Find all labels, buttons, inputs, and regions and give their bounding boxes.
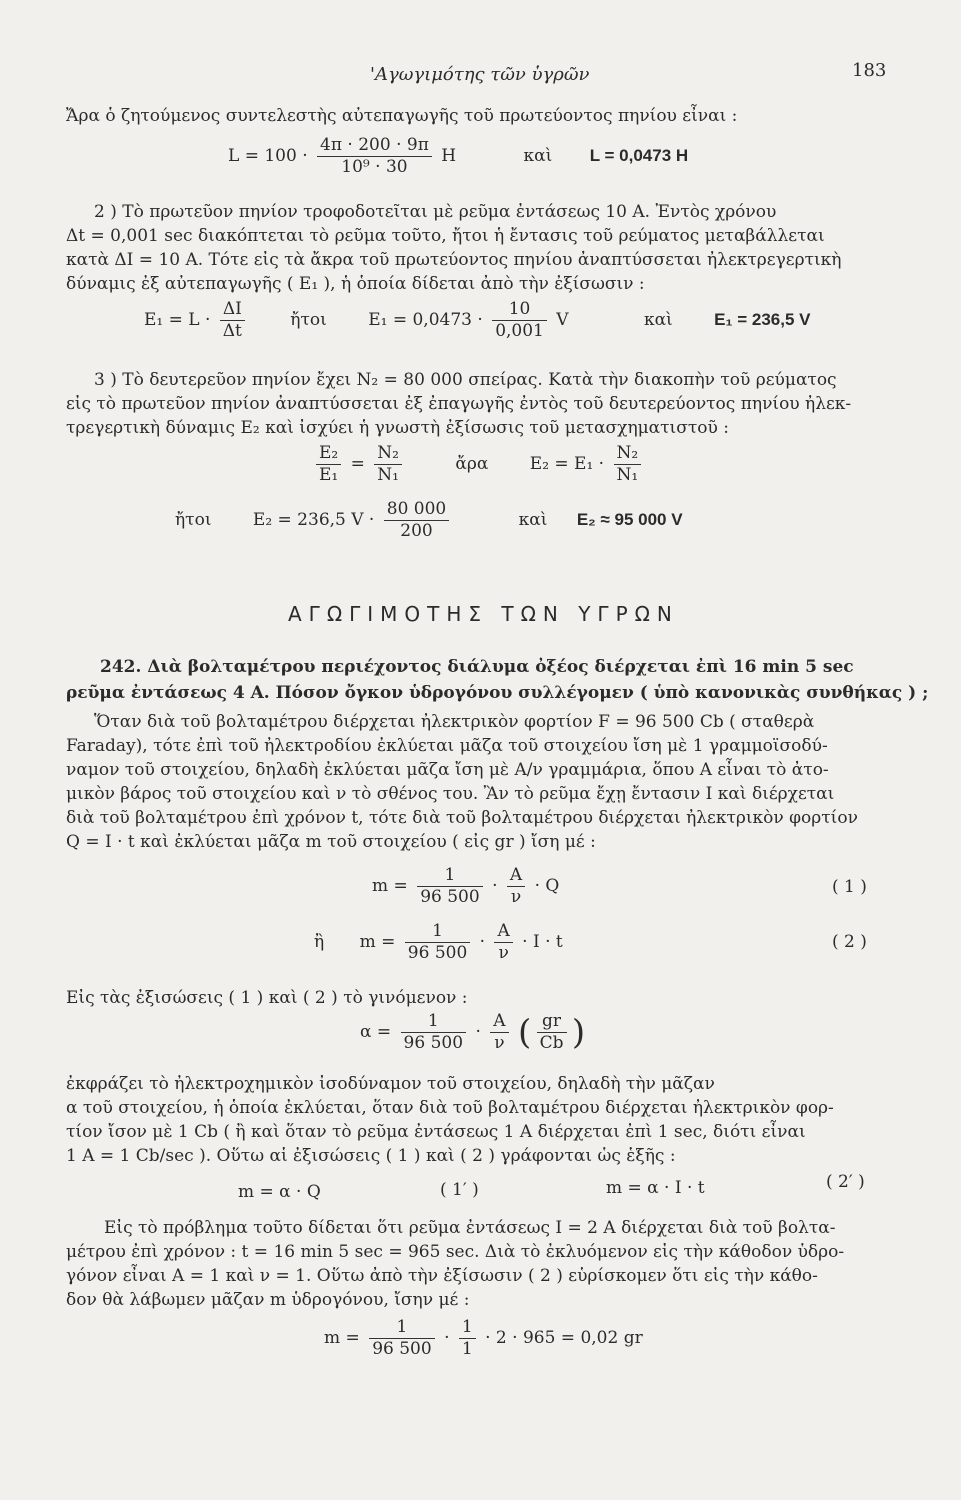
numerator: 1	[405, 922, 470, 943]
eq-left: m =	[372, 876, 408, 896]
text-line: α τοῦ στοιχείου, ἡ ὁποία ἐκλύεται, ὅταν διὰ τοῦ βολταμέτρου διέρχεται ἠλεκτρικὸν φορ-	[66, 1098, 834, 1118]
text-line: ναμον τοῦ στοιχείου, δηλαδὴ ἐκλύεται μᾶζα ἴση μὲ A/ν γραμμάρια, ὅπου A εἶναι τὸ ἀτο-	[66, 760, 829, 780]
eq-and: καὶ	[643, 310, 673, 330]
text-line: τίον ἴσον μὲ 1 Cb ( ἢ καὶ ὅταν τὸ ρεῦμα ἐντάσεως 1 A διέρχεται ἐπὶ 1 sec, διότι εἶναι	[66, 1122, 806, 1142]
section3-paragraph	[66, 368, 896, 440]
numerator: 1	[369, 1318, 434, 1339]
equation-1-prime-label: ( 1′ )	[440, 1180, 479, 1200]
text-line: δον θὰ λάβωμεν μᾶζαν m ὑδρογόνου, ἴσην μέ :	[66, 1290, 470, 1310]
text-line: Ὅταν διὰ τοῦ βολταμέτρου διέρχεται ἠλεκτρικὸν φορτίον F = 96 500 Cb ( σταθερὰ	[94, 712, 815, 732]
eq-dot: ·	[475, 1022, 481, 1042]
equation-2-prime: m = α · I · t	[606, 1178, 705, 1198]
paren-open: (	[517, 1012, 532, 1053]
denominator: 200	[400, 521, 433, 541]
transformer-equation	[312, 444, 645, 485]
text-line: 1 A = 1 Cb/sec ). Οὕτω αἱ ἐξισώσεις ( 1 ) καὶ ( 2 ) γράφονται ὡς ἑξῆς :	[66, 1146, 676, 1166]
eq-left: L = 100 ·	[228, 146, 308, 166]
fraction	[537, 1012, 567, 1053]
text-line: 242. Διὰ βολταμέτρου περιέχοντος διάλυμα ὀξέος διέρχεται ἐπὶ 16 min 5 sec	[100, 657, 854, 677]
text-line: δύναμις ἐξ αὐτεπαγωγῆς ( E₁ ), ἡ ὁποία δίδεται ἀπὸ τὴν ἐξίσωσιν :	[66, 274, 645, 294]
denominator: N₁	[616, 465, 639, 485]
text-line: Εἰς τὸ πρόβλημα τοῦτο δίδεται ὅτι ρεῦμα ἐντάσεως I = 2 A διέρχεται διὰ τοῦ βολτα-	[104, 1218, 836, 1238]
section-heading: ΑΓΩΓΙΜΟΤΗΣ ΤΩΝ ΥΓΡΩΝ	[288, 602, 679, 626]
eq-left: m =	[359, 932, 396, 952]
denominator: 96 500	[420, 887, 480, 907]
denominator: Cb	[539, 1033, 564, 1053]
numerator: A	[494, 922, 512, 943]
denominator: ν	[498, 943, 509, 963]
text-line: τρεγερτικὴ δύναμις E₂ καὶ ἰσχύει ἡ γνωστὴ ἐξίσωσις τοῦ μετασχηματιστοῦ :	[66, 418, 729, 438]
numerator: 80 000	[384, 500, 449, 521]
denominator: E₁	[319, 465, 339, 485]
denominator: 96 500	[372, 1339, 432, 1359]
numerator: 10	[492, 300, 547, 321]
text-line: Faraday), τότε ἐπὶ τοῦ ἠλεκτροδίου ἐκλύεται μᾶζα τοῦ στοιχείου ἴση μὲ 1 γραμμοϊσοδύ-	[66, 736, 828, 756]
numerator: 1	[459, 1318, 476, 1339]
text-line: Δt = 0,001 sec διακόπτεται τὸ ρεῦμα τοῦτο, ἤτοι ἡ ἔντασις τοῦ ρεύματος μεταβάλλεται	[66, 226, 825, 246]
running-header-title: 'Αγωγιμότης τῶν ὑγρῶν	[370, 64, 590, 85]
numerator: ΔI	[220, 300, 245, 321]
numerator: N₂	[614, 444, 642, 465]
text-line-part: ἐκφράζει τὸ ἠλεκτροχημικὸν ἰσοδύναμον τοῦ στοιχείου, δηλαδὴ τὴν μᾶζαν	[66, 1074, 715, 1094]
text-line	[66, 1072, 896, 1096]
eq-unit: H	[441, 146, 457, 166]
text-line: κατὰ ΔI = 10 A. Τότε εἰς τὰ ἄκρα τοῦ πρωτεύοντος πηνίου ἀναπτύσσεται ἠλεκτρεγερτικὴ	[66, 250, 842, 270]
equation-1-prime: m = α · Q	[238, 1182, 321, 1202]
text-line: 3 ) Τὸ δευτερεῦον πηνίον ἔχει N₂ = 80 000 σπείρας. Κατὰ τὴν διακοπὴν τοῦ ρεύματος	[94, 370, 837, 390]
eq-or: ἢ	[314, 932, 325, 952]
eq-tail: · 2 · 965 = 0,02 gr	[485, 1328, 643, 1348]
eq-dot: ·	[444, 1328, 450, 1348]
fraction	[316, 444, 341, 485]
eq-htoi: ἤτοι	[175, 510, 212, 530]
numerator: A	[507, 866, 525, 887]
eq-dot: ·	[492, 876, 498, 896]
text-line: μέτρου ἐπὶ χρόνον : t = 16 min 5 sec = 965 sec. Διὰ τὸ ἐκλυόμενον εἰς τὴν κάθοδον ὑδρο-	[66, 1242, 845, 1262]
equation-2	[314, 922, 563, 963]
eq-tail: · Q	[534, 876, 560, 896]
section2-equation	[144, 300, 811, 341]
numerator: 1	[401, 1012, 466, 1033]
eq-tail: · I · t	[522, 932, 563, 952]
section2-paragraph	[66, 200, 896, 296]
text-line: ρεῦμα ἐντάσεως 4 A. Πόσον ὄγκον ὑδρογόνου συλλέγομεν ( ὑπὸ κανονικὰς συνθήκας ) ;	[66, 683, 929, 703]
eq-left: E₁ = L ·	[144, 310, 211, 330]
eq-ara: ἄρα	[455, 454, 489, 474]
fraction	[459, 1318, 476, 1359]
fraction	[384, 500, 449, 541]
equation-2-label: ( 2 )	[832, 932, 867, 952]
denominator: 1	[461, 1339, 473, 1359]
fraction	[492, 300, 547, 341]
equation-3	[360, 1012, 585, 1053]
eq-left: E₂ = 236,5 V ·	[252, 510, 375, 530]
section1-equation	[228, 136, 688, 177]
problem-statement	[66, 654, 929, 706]
text-line: γόνον εἶναι A = 1 καὶ ν = 1. Οὕτω ἀπὸ τὴν ἐξίσωσιν ( 2 ) εὑρίσκομεν ὅτι εἰς τὴν κάθο-	[66, 1266, 818, 1286]
eq-and: καὶ	[523, 146, 553, 166]
eq-left: m =	[324, 1328, 360, 1348]
solution-paragraph-3	[66, 1216, 896, 1312]
text-line: 2 ) Τὸ πρωτεῦον πηνίον τροφοδοτεῖται μὲ ρεῦμα ἐντάσεως 10 A. Ἐντὸς χρόνου	[94, 202, 777, 222]
denominator: 96 500	[403, 1033, 464, 1053]
numerator: 1	[417, 866, 482, 887]
denominator: 0,001	[495, 321, 544, 341]
section1-intro: Ἄρα ὁ ζητούμενος συντελεστὴς αὐτεπαγωγῆς τοῦ πρωτεύοντος πηνίου εἶναι :	[66, 106, 738, 126]
product-intro: Εἰς τὰς ἐξισώσεις ( 1 ) καὶ ( 2 ) τὸ γινόμενον :	[66, 988, 468, 1008]
fraction	[417, 866, 482, 907]
eq-htoi: ἤτοι	[290, 310, 327, 330]
numerator: gr	[537, 1012, 567, 1033]
fraction	[507, 866, 525, 907]
fraction	[369, 1318, 434, 1359]
equation-2-prime-label: ( 2′ )	[826, 1172, 865, 1192]
eq-sign: =	[350, 454, 365, 474]
eq-mid: E₁ = 0,0473 ·	[368, 310, 483, 330]
text-line: διὰ τοῦ βολταμέτρου ἐπὶ χρόνον t, τότε διὰ τοῦ βολταμέτρου διέρχεται ἠλεκτρικὸν φορτίον	[66, 808, 858, 828]
numerator: A	[490, 1012, 508, 1033]
solution-paragraph-1	[66, 710, 896, 854]
eq-result: E₁ = 236,5 V	[714, 310, 811, 329]
eq-result: E₂ ≈ 95 000 V	[576, 510, 683, 529]
denominator: N₁	[377, 465, 399, 485]
final-equation	[324, 1318, 643, 1359]
eq-result: L = 0,0473 H	[589, 146, 689, 165]
eq-and: καὶ	[518, 510, 548, 530]
denominator: ν	[510, 887, 522, 907]
denominator: Δt	[222, 321, 242, 341]
denominator: 10⁹ · 30	[341, 157, 408, 177]
fraction	[494, 922, 512, 963]
numerator: E₂	[316, 444, 341, 465]
eq-right: E₂ = E₁ ·	[529, 454, 605, 474]
eq-dot: ·	[479, 932, 486, 952]
eq-unit: V	[556, 310, 569, 330]
fraction	[374, 444, 402, 485]
text-line: Q = I · t καὶ ἐκλύεται μᾶζα m τοῦ στοιχείου ( εἰς gr ) ἴση μέ :	[66, 832, 596, 852]
denominator: 96 500	[407, 943, 468, 963]
numerator: N₂	[374, 444, 402, 465]
text-line: εἰς τὸ πρωτεῦον πηνίον ἀναπτύσσεται ἐξ ἐπαγωγῆς ἐντὸς τοῦ δευτερεύοντος πηνίου ἠλεκ-	[66, 394, 852, 414]
fraction	[614, 444, 642, 485]
text-line: μικὸν βάρος τοῦ στοιχείου καὶ ν τὸ σθένος του. Ἂν τὸ ρεῦμα ἔχῃ ἔντασιν I καὶ διέρχεται	[66, 784, 835, 804]
numerator: 4π · 200 · 9π	[317, 136, 432, 157]
eq-left: α =	[360, 1022, 392, 1042]
solution-paragraph-2	[66, 1072, 896, 1168]
fraction	[490, 1012, 508, 1053]
fraction	[220, 300, 245, 341]
fraction	[405, 922, 470, 963]
denominator: ν	[494, 1033, 505, 1053]
paren-close: )	[571, 1012, 586, 1053]
equation-1	[372, 866, 559, 907]
fraction	[317, 136, 432, 177]
fraction	[401, 1012, 466, 1053]
secondary-emf-equation	[175, 500, 683, 541]
equation-1-label: ( 1 )	[832, 877, 867, 897]
page-number: 183	[852, 60, 887, 81]
